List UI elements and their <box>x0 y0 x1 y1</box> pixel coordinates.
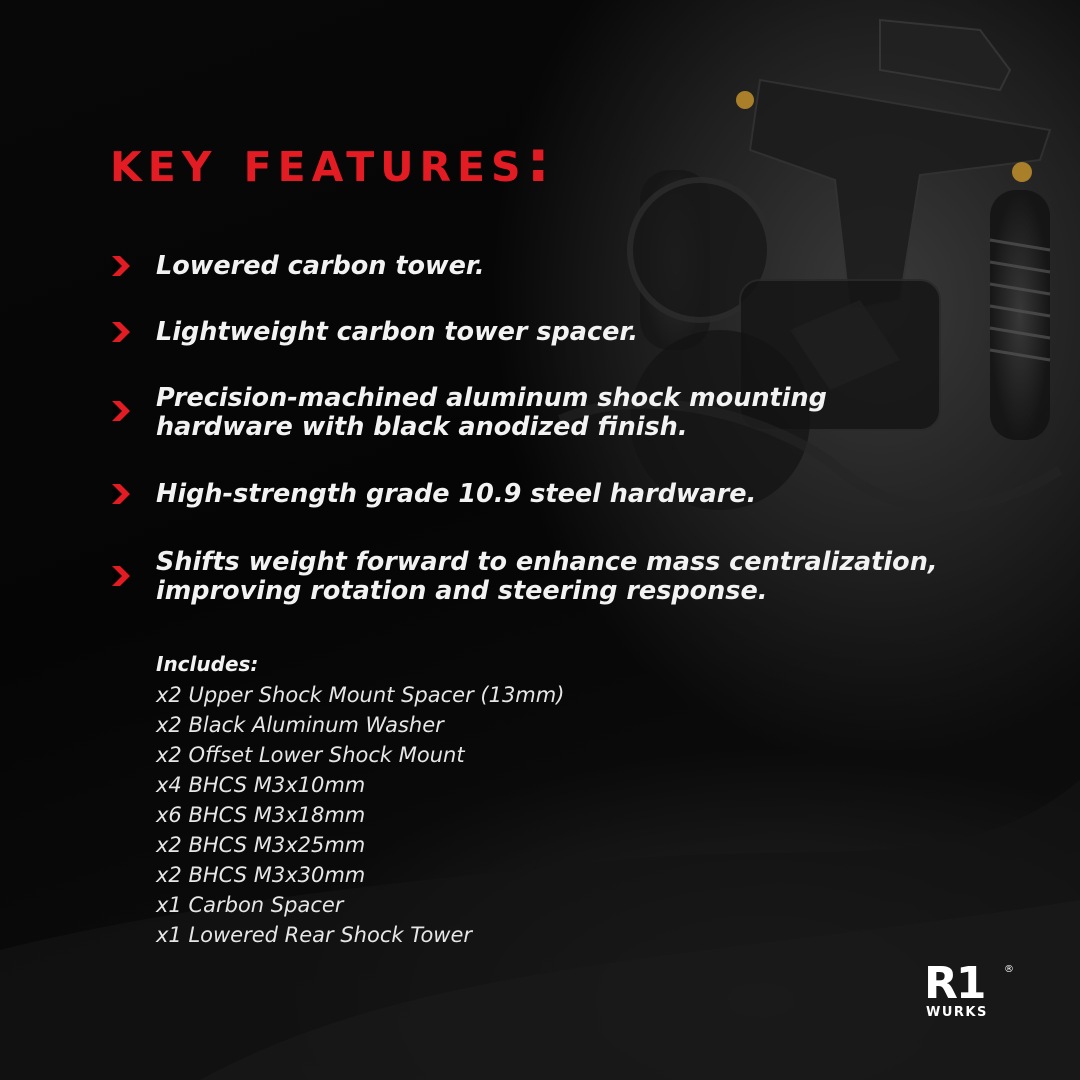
page-title: key features: <box>110 127 556 195</box>
includes-list <box>156 680 564 950</box>
list-item: x2 Upper Shock Mount Spacer (13mm) <box>156 683 565 707</box>
includes-heading: Includes: <box>156 652 259 676</box>
list-item: x2 BHCS M3x30mm <box>156 863 366 887</box>
feature-text: High-strength grade 10.9 steel hardware. <box>156 479 757 509</box>
list-item: x1 Carbon Spacer <box>156 893 344 917</box>
chevron-right-icon <box>110 321 132 343</box>
registered-mark: ® <box>1004 964 1014 975</box>
feature-text: Lowered carbon tower. <box>156 251 485 281</box>
feature-text: Shifts weight forward to enhance mass centralization, improving rotation and steering response. <box>156 547 938 606</box>
list-item: x2 Offset Lower Shock Mount <box>156 743 465 767</box>
r1-wurks-logo <box>924 960 1020 1020</box>
chevron-right-icon <box>110 255 132 277</box>
feature-text: Precision-machined aluminum shock mounting hardware with black anodized finish. <box>156 383 827 442</box>
chevron-right-icon <box>110 565 132 587</box>
chevron-right-icon <box>110 400 132 422</box>
chevron-right-icon <box>110 483 132 505</box>
list-item: x2 BHCS M3x25mm <box>156 833 366 857</box>
logo-mark: R1 <box>924 960 985 1009</box>
list-item: x4 BHCS M3x10mm <box>156 773 366 797</box>
feature-text: Lightweight carbon tower spacer. <box>156 317 639 347</box>
logo-wordmark: WURKS <box>926 1005 988 1020</box>
list-item: x2 Black Aluminum Washer <box>156 713 444 737</box>
list-item: x6 BHCS M3x18mm <box>156 803 366 827</box>
list-item: x1 Lowered Rear Shock Tower <box>156 923 473 947</box>
includes-section <box>156 650 564 950</box>
